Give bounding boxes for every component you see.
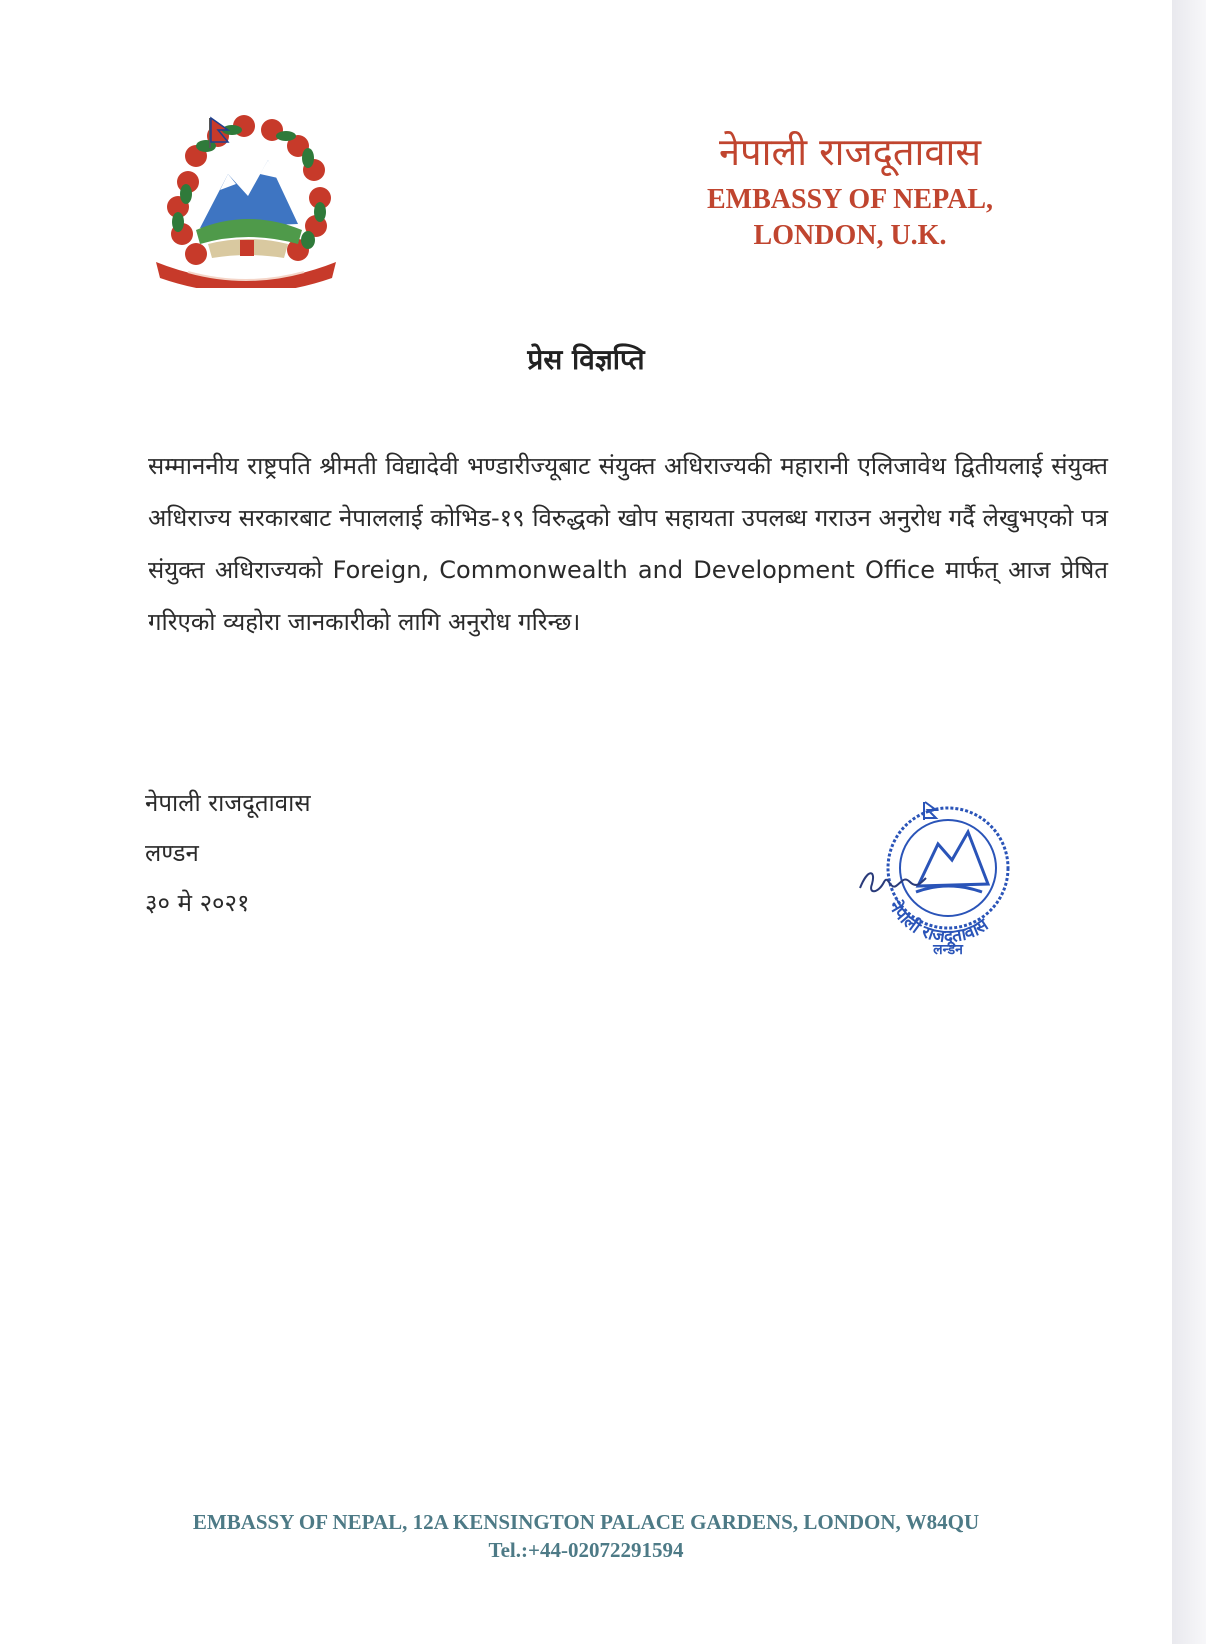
page-edge — [1172, 0, 1206, 1644]
stamp-text: नेपाली राजदूतावास — [884, 897, 993, 947]
stamp-city: लन्डन — [933, 942, 963, 958]
embassy-name-english-line1: EMBASSY OF NEPAL, — [707, 184, 993, 215]
signoff-block — [145, 778, 311, 928]
signature — [858, 864, 928, 898]
nepal-emblem-logo — [148, 112, 344, 288]
footer-tel: Tel.:+44-02072291594 — [488, 1538, 684, 1562]
svg-text:नेपाली राजदूतावास — [884, 896, 994, 948]
signoff-date: ३० मे २०२१ — [145, 889, 250, 917]
letterhead — [660, 128, 1040, 254]
signoff-org: नेपाली राजदूतावास — [145, 789, 311, 817]
footer — [0, 1508, 1172, 1564]
embassy-name-nepali: नेपाली राजदूतावास — [718, 130, 982, 174]
embassy-name-english-line2: LONDON, U.K. — [753, 220, 947, 251]
press-release-body: सम्माननीय राष्ट्रपति श्रीमती विद्यादेवी भण्डारीज्यूबाट संयुक्त अधिराज्यकी महारानी एलिजावेथ द्वितीयलाई संयुक्त अधिराज्य सरकारबाट नेपाललाई कोभिड-१९ विरुद्धको खोप सहायता उपलब्ध गराउन अनुरोध गर्दै लेखुभएको पत्र संयुक्त अधिराज्यको Foreign, Commonwealth and Development Office मार्फत् आज प्रेषित गरिएको व्यहोरा जानकारीको लागि अनुरोध गरिन्छ। — [148, 452, 1108, 636]
press-release-title: प्रेस विज्ञप्ति — [527, 343, 645, 376]
footer-address: EMBASSY OF NEPAL, 12A KENSINGTON PALACE GARDENS, LONDON, W84QU — [192, 1510, 980, 1534]
signoff-city: लण्डन — [145, 839, 199, 867]
